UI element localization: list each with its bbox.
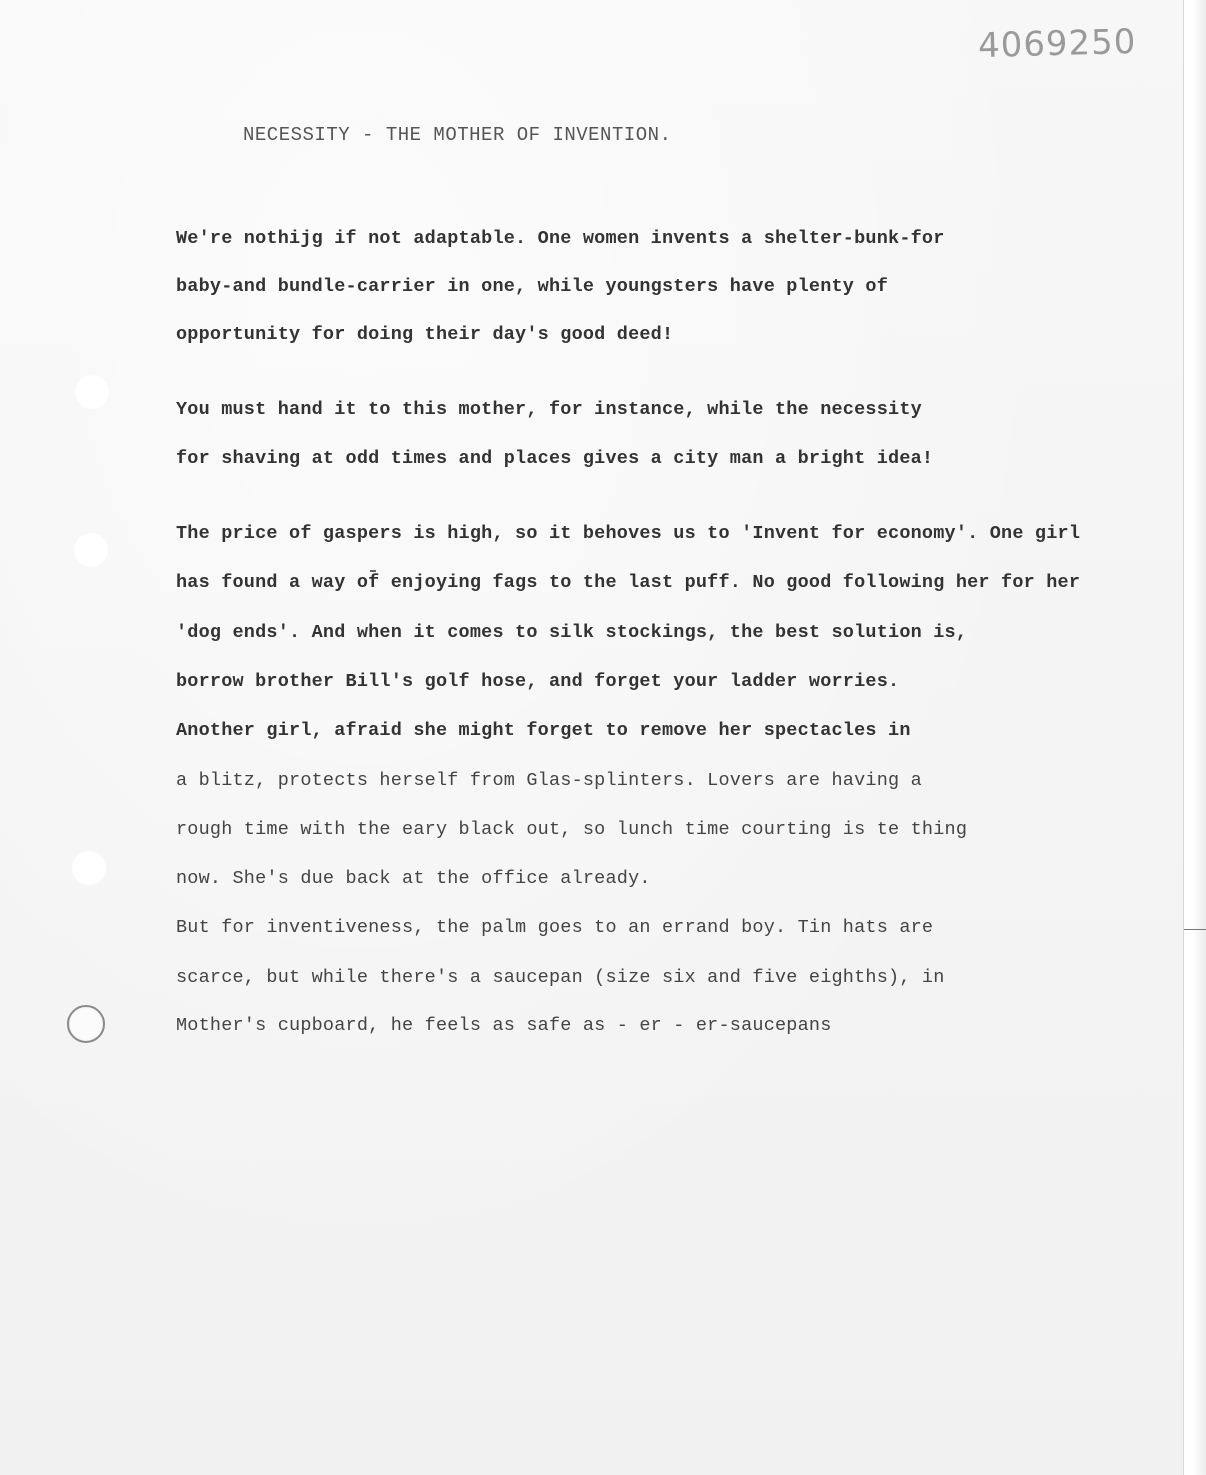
text-line: Mother's cupboard, he feels as safe as - er - er-saucepans	[176, 1015, 832, 1036]
text-line: You must hand it to this mother, for instance, while the necessity	[176, 399, 922, 420]
text-line: But for inventiveness, the palm goes to an errand boy. Tin hats are	[176, 917, 934, 938]
text-line: We're nothijg if not adaptable. One women invents a shelter-bunk-for	[176, 228, 945, 249]
text-line: opportunity for doing their day's good deed!	[176, 324, 674, 345]
text-line: baby-and bundle-carrier in one, while youngsters have plenty of	[176, 276, 889, 297]
punch-hole	[74, 374, 110, 410]
text-line: a blitz, protects herself from Glas-splinters. Lovers are having a	[176, 770, 922, 791]
reference-number: 4069250	[977, 21, 1137, 67]
page-edge	[1183, 0, 1206, 1475]
text-line: now. She's due back at the office already.	[176, 868, 651, 889]
punch-hole	[73, 532, 109, 568]
punch-hole	[67, 1005, 105, 1043]
text-line: rough time with the eary black out, so lunch time courting is te thing	[176, 819, 968, 840]
text-line: The price of gaspers is high, so it behoves us to 'Invent for economy'. One girl	[176, 523, 1081, 544]
stray-mark	[370, 570, 376, 572]
text-line: scarce, but while there's a saucepan (size six and five eighths), in	[176, 967, 945, 988]
margin-mark	[1184, 929, 1206, 930]
text-line: borrow brother Bill's golf hose, and forget your ladder worries.	[176, 671, 900, 692]
text-line: Another girl, afraid she might forget to remove her spectacles in	[176, 720, 911, 741]
text-line: for shaving at odd times and places gives a city man a bright idea!	[176, 448, 934, 469]
text-line: has found a way of enjoying fags to the last puff. No good following her for her	[176, 572, 1081, 593]
text-line: 'dog ends'. And when it comes to silk stockings, the best solution is,	[176, 622, 968, 643]
punch-hole	[71, 850, 107, 886]
document-title: NECESSITY - THE MOTHER OF INVENTION.	[243, 124, 672, 146]
